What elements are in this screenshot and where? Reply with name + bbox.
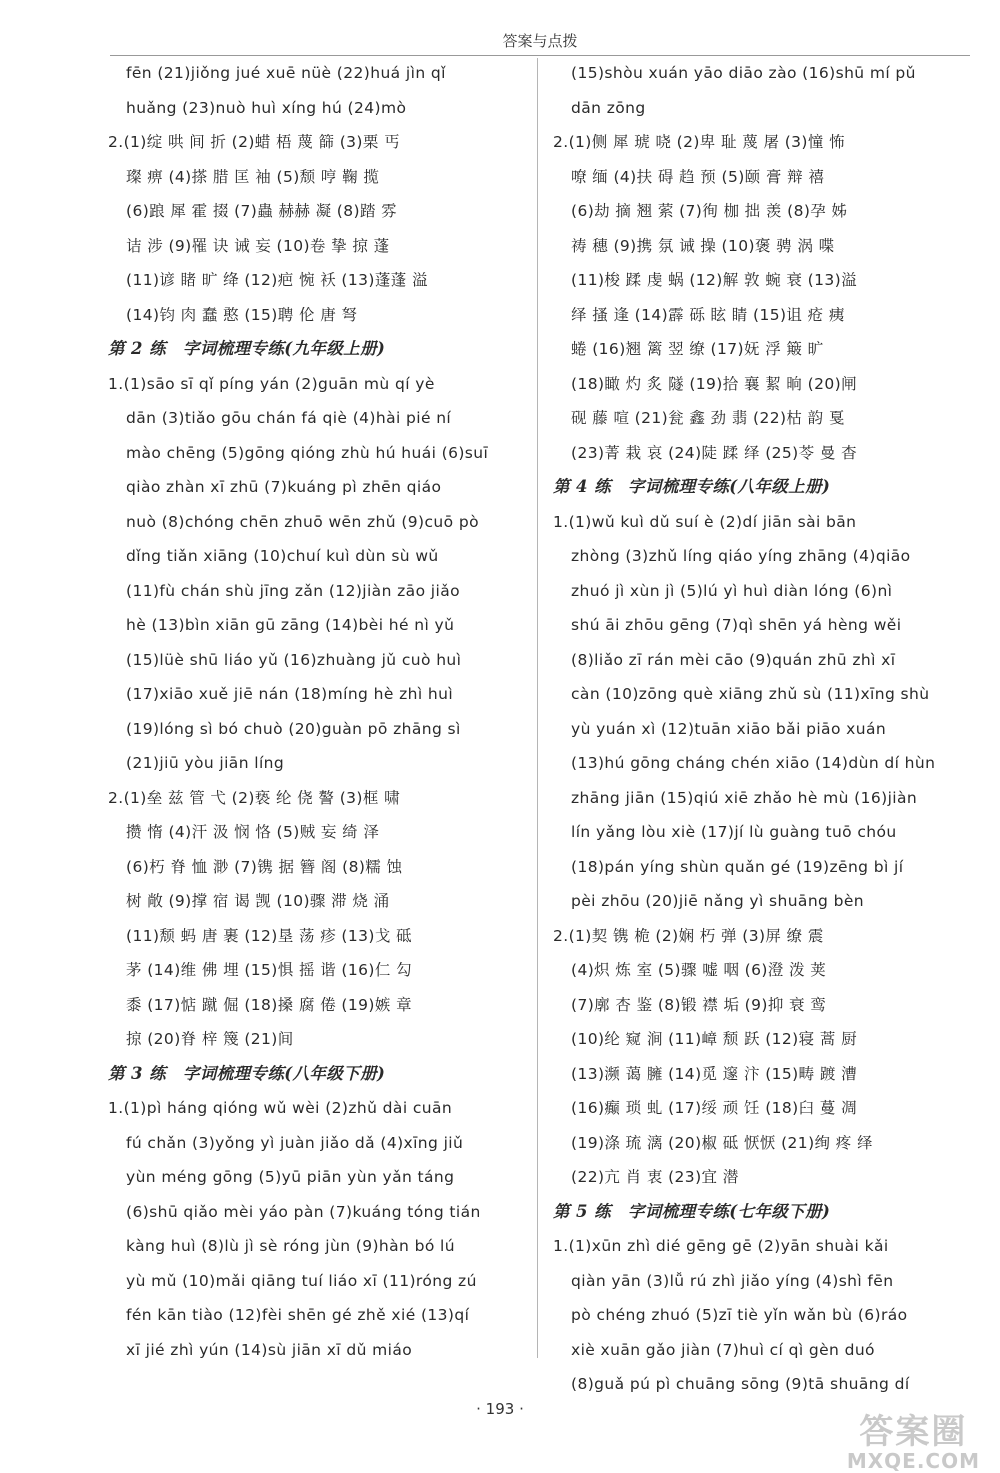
answer-line: 砚 藤 喧 (21)瓮 鑫 劲 翡 (22)枯 韵 戛: [571, 409, 845, 427]
answer-line: zhāng jiān (15)qiú xiē zhǎo hè mù (16)jiàn: [571, 788, 918, 807]
answer-line: (14)钧 肉 蠢 憨 (15)聘 伦 唐 弩: [126, 305, 358, 324]
answer-line: (13)濒 蔼 臃 (14)觅 邃 汴 (15)畴 踱 漕: [571, 1064, 857, 1083]
answer-line: 诘 涉 (9)罹 诀 诫 妄 (10)卷 挚 掠 蓬: [126, 236, 390, 255]
answer-line: 璨 痹 (4)搽 腊 匡 袖 (5)颓 哼 鞠 揽: [126, 167, 380, 186]
answer-line: 2.(1)契 镌 桅 (2)娴 朽 弹 (3)屏 缭 震: [553, 926, 824, 945]
answer-line: (16)癫 琐 虬 (17)绥 顽 饪 (18)臼 蔓 凋: [571, 1099, 857, 1117]
answer-line: (18)pán yíng shùn quǎn gé (19)zēng bì jí: [571, 857, 904, 876]
answer-line: (11)梭 蹂 虔 蜗 (12)解 敦 蜿 衰 (13)溢: [571, 271, 857, 289]
answer-line: zhòng (3)zhǔ líng qiáo yíng zhāng (4)qiāo: [571, 547, 911, 565]
answer-line: (10)纶 窥 涧 (11)嶂 颓 跃 (12)寝 蒿 厨: [571, 1030, 857, 1048]
answer-line: (15)shòu xuán yāo diāo zào (16)shū mí pǔ: [571, 64, 916, 82]
section-title: 第 3 练 字词梳理专练(八年级下册): [108, 1063, 386, 1083]
answer-line: nuò (8)chóng chēn zhuō wēn zhǔ (9)cuō pò: [126, 512, 479, 531]
answer-line: (6)朽 脊 恤 渺 (7)镌 据 簪 阁 (8)糯 蚀: [126, 857, 403, 876]
answer-line: xiè xuān gǎo jiàn (7)huì cí qì gèn duó: [571, 1340, 875, 1359]
answer-line: qiàn yān (3)lǚ rú zhì jiǎo yíng (4)shì fēn: [571, 1271, 894, 1290]
watermark-line1: 答案圈: [859, 1412, 968, 1452]
answer-line: 黍 (17)惦 蹴 倔 (18)搡 腐 倦 (19)嫉 章: [126, 995, 412, 1014]
answer-line: yù yuán xì (12)tuān xiāo bǎi piāo xuán: [571, 719, 887, 738]
answer-line: 攒 惰 (4)汗 汲 悯 恪 (5)贼 妄 绮 泽: [126, 823, 380, 841]
answer-line: mào chēng (5)gōng qióng zhù hú huái (6)suī: [126, 443, 489, 462]
answer-line: (11)fù chán shù jīng zǎn (12)jiàn zāo jiǎo: [126, 581, 460, 600]
answer-line: dān (3)tiǎo gōu chán fá qiè (4)hài pié ní: [126, 409, 452, 427]
section-title: 第 5 练 字词梳理专练(七年级下册): [553, 1201, 831, 1221]
answer-line: huǎng (23)nuò huì xíng hú (24)mò: [126, 98, 407, 117]
answer-line: 掠 (20)脊 梓 篾 (21)间: [126, 1030, 294, 1048]
answer-line: (15)lüè shū liáo yǔ (16)zhuàng jǔ cuò huì: [126, 650, 462, 669]
answer-line: (11)颓 蚂 唐 裹 (12)垦 荡 疹 (13)戈 砥: [126, 926, 412, 945]
answer-line: 树 敞 (9)撑 宿 谒 觊 (10)骤 滞 烧 涌: [126, 892, 390, 910]
column-divider: [537, 58, 538, 1358]
answer-line: 绎 搔 逢 (14)霹 砾 眩 睛 (15)诅 疮 痍: [571, 305, 845, 324]
answer-line: (19)lóng sì bó chuò (20)guàn pō zhāng sì: [126, 719, 461, 738]
answer-line: (21)jiū yòu jiān líng: [126, 754, 285, 772]
watermark-line2: MXQE.COM: [846, 1449, 980, 1473]
answer-line: dǐng tiǎn xiāng (10)chuí kuì dùn sù wǔ: [126, 547, 439, 565]
right-column: [553, 56, 968, 1402]
page-header: [110, 30, 970, 56]
section-title: 第 2 练 字词梳理专练(九年级上册): [108, 339, 386, 358]
answer-line: (8)guǎ pú pì chuāng sōng (9)tā shuāng dí: [571, 1375, 910, 1393]
answer-line: 1.(1)xūn zhì dié gēng gē (2)yān shuài kǎi: [553, 1237, 889, 1255]
answer-line: (18)瞰 灼 炙 隧 (19)拾 襄 絜 晌 (20)闸: [571, 374, 857, 393]
page-number-text: · 193 ·: [476, 1400, 524, 1418]
watermark-logo: [847, 1404, 980, 1473]
answer-line: fén kān tiào (12)fèi shēn gé zhě xié (13)qí: [126, 1306, 470, 1324]
answer-line: 2.(1)侧 犀 琥 哓 (2)卑 耻 蔑 屠 (3)憧 怖: [553, 133, 845, 151]
answer-line: 1.(1)sāo sī qǐ píng yán (2)guān mù qí yè: [108, 374, 435, 393]
answer-line: 1.(1)wǔ kuì dǔ suí è (2)dí jiān sài bān: [553, 512, 857, 531]
answer-line: pèi zhōu (20)jiē nǎng yì shuāng bèn: [571, 892, 865, 910]
answer-line: shú āi zhōu gēng (7)qì shēn yá hèng wěi: [571, 616, 902, 634]
answer-line: (4)炽 炼 室 (5)骤 嘘 咽 (6)澄 泼 荚: [571, 961, 827, 979]
answer-line: hè (13)bìn xiān gū zāng (14)bèi hé nì yǔ: [126, 616, 455, 634]
answer-line: (19)涤 琉 漓 (20)椒 砥 恹恹 (21)绚 疼 绎: [571, 1133, 873, 1152]
answer-line: 茅 (14)维 佛 埋 (15)惧 摇 谐 (16)仁 勾: [126, 961, 412, 979]
answer-line: 蜷 (16)翘 篱 翌 缭 (17)妩 浮 簸 旷: [571, 340, 824, 358]
answer-line: zhuó jì xùn jì (5)lú yì huì diàn lóng (6)nì: [571, 581, 893, 600]
answer-line: xī jié zhì yún (14)sù jiān xī dǔ miáo: [126, 1340, 413, 1359]
answer-line: qiào zhàn xī zhū (7)kuáng pì zhēn qiáo: [126, 478, 442, 496]
answer-line: (6)劫 摘 翘 萦 (7)徇 枷 拙 羡 (8)孕 姊: [571, 202, 848, 220]
header-title: 答案与点拨: [502, 32, 578, 50]
answer-line: (13)hú gōng cháng chén xiāo (14)dùn dí hùn: [571, 754, 936, 772]
answer-line: fēn (21)jiǒng jué xuē nüè (22)huá jìn qǐ: [126, 64, 446, 82]
answer-line: 祷 穗 (9)携 氛 诫 操 (10)褒 骋 涡 喋: [571, 236, 835, 255]
answer-line: (6)shū qiǎo mèi yáo pàn (7)kuáng tóng tián: [126, 1202, 481, 1221]
answer-line: yùn méng gōng (5)yū piān yùn yǎn táng: [126, 1168, 455, 1186]
answer-line: 2.(1)绽 哄 间 折 (2)蜡 梧 蔑 篩 (3)栗 丐: [108, 133, 400, 151]
answer-line: 2.(1)垒 兹 管 弋 (2)亵 纶 侥 謷 (3)框 啸: [108, 788, 400, 807]
answer-line: kàng huì (8)lù jì sè róng jùn (9)hàn bó lú: [126, 1237, 455, 1255]
answer-line: dān zōng: [571, 98, 646, 117]
answer-line: (23)菁 栽 哀 (24)陡 蹂 绎 (25)苓 曼 杳: [571, 443, 857, 462]
answer-line: lín yǎng lòu xiè (17)jí lù guàng tuō chóu: [571, 823, 897, 841]
answer-line: fú chǎn (3)yǒng yì juàn jiǎo dǎ (4)xīng jiǔ: [126, 1133, 464, 1152]
answer-line: (17)xiāo xuě jiē nán (18)míng hè zhì huì: [126, 685, 454, 703]
section-title: 第 4 练 字词梳理专练(八年级上册): [553, 477, 831, 496]
left-column: [108, 56, 518, 1367]
answer-line: 1.(1)pì háng qióng wǔ wèi (2)zhǔ dài cuān: [108, 1099, 453, 1117]
answer-line: (8)liǎo zī rán mèi cāo (9)quán zhū zhì xī: [571, 650, 896, 669]
answer-line: càn (10)zōng què xiāng zhǔ sù (11)xīng shù: [571, 685, 930, 703]
answer-line: (6)踉 犀 霍 掇 (7)蟲 赫赫 凝 (8)踏 雰: [126, 202, 398, 220]
answer-line: pò chéng zhuó (5)zī tiè yǐn wǎn bù (6)ráo: [571, 1306, 908, 1324]
answer-line: 嘹 缅 (4)扶 碍 趋 预 (5)颐 膏 辩 禧: [571, 167, 825, 186]
answer-line: yù mǔ (10)mǎi qiāng tuí liáo xī (11)róng zú: [126, 1271, 477, 1290]
answer-line: (7)廓 杏 鉴 (8)锻 襟 垢 (9)抑 衰 鸾: [571, 995, 827, 1014]
answer-line: (11)谚 睹 旷 绛 (12)疤 惋 袄 (13)蓬蓬 溢: [126, 271, 428, 289]
answer-line: (22)亢 肖 衷 (23)宜 潜: [571, 1168, 739, 1186]
